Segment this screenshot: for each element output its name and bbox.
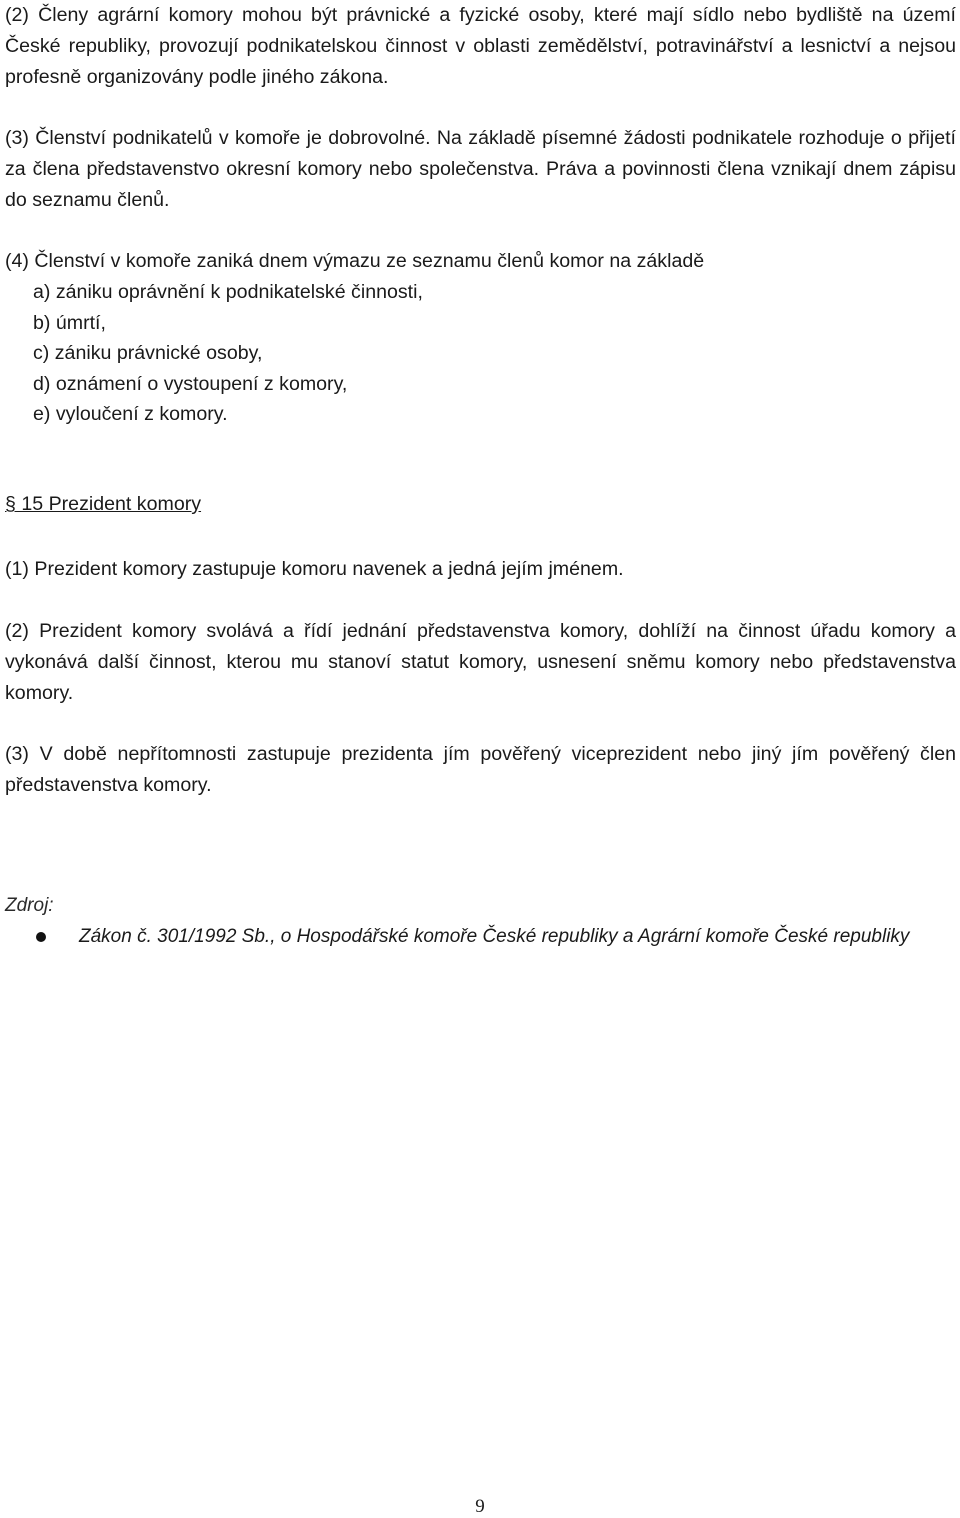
section-paragraph-3 (5, 739, 956, 801)
source-citation: Zákon č. 301/1992 Sb., o Hospodářské komoře České republiky a Agrární komoře České republiky (79, 926, 910, 947)
list-item: c) zániku právnické osoby, (33, 342, 263, 364)
paragraph-text: (4) Členství v komoře zaniká dnem výmazu ze seznamu členů komor na základě (5, 250, 705, 272)
paragraph-3 (5, 123, 956, 216)
paragraph-4 (5, 246, 956, 277)
paragraph-text: (2) Prezident komory svolává a řídí jednání představenstva komory, dohlíží na činnost úřadu komory a vykonává další činnost, kterou mu stanoví statut komory, usnesení sněmu komory nebo představenstva komory. (5, 620, 956, 704)
paragraph-text: (3) V době nepřítomnosti zastupuje prezidenta jím pověřený viceprezident nebo jiný jím pověřený člen představenstva komory. (5, 743, 956, 796)
termination-reasons-list (33, 277, 423, 430)
list-item: a) zániku oprávnění k podnikatelské činnosti, (33, 281, 423, 303)
section-paragraph-2 (5, 616, 956, 709)
bullet-icon (36, 932, 46, 942)
section-heading: § 15 Prezident komory (5, 493, 202, 515)
paragraph-text: (1) Prezident komory zastupuje komoru navenek a jedná jejím jménem. (5, 558, 624, 580)
paragraph-2 (5, 0, 956, 93)
paragraph-text: (3) Členství podnikatelů v komoře je dobrovolné. Na základě písemné žádosti podnikatele rozhoduje o přijetí za člena představenstvo okresní komory nebo společenstva. Práva a povinnosti člena vznikají dnem zápisu do seznamu členů. (5, 127, 956, 211)
list-item: b) úmrtí, (33, 311, 106, 334)
list-item: d) oznámení o vystoupení z komory, (33, 372, 348, 395)
source-label: Zdroj: (5, 895, 54, 916)
list-item: e) vyloučení z komory. (33, 403, 228, 425)
page-number: 9 (475, 1496, 485, 1517)
paragraph-text: (2) Členy agrární komory mohou být právnické a fyzické osoby, které mají sídlo nebo bydliště na území České republiky, provozují podnikatelskou činnost v oblasti zemědělství, potravinářství a lesnictví a nejsou profesně organizovány podle jiného zákona. (5, 4, 956, 88)
section-paragraph-1 (5, 554, 956, 585)
